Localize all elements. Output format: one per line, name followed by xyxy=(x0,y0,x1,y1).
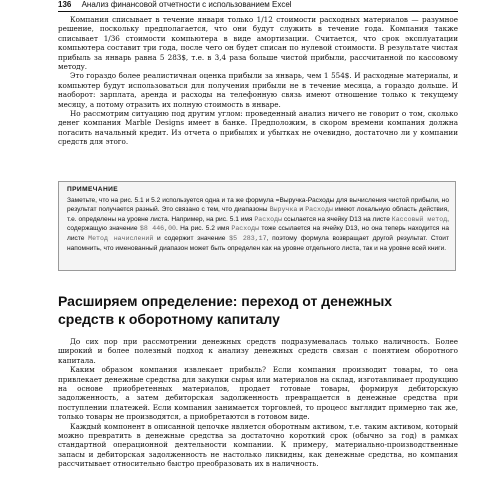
note-text: тоже ссылается на ячейку D13, но она теперь находится на листе xyxy=(67,225,449,242)
note-code: Кассовый метод xyxy=(391,215,448,223)
note-code: Расходы xyxy=(231,225,260,233)
bottom-text-block xyxy=(58,337,458,469)
note-text: , содержащую значение xyxy=(67,215,449,233)
note-code: Выручка xyxy=(269,206,298,214)
paragraph: Но рассмотрим ситуацию под другим углом: проведенный анализ ничего не говорит о том, сколько денег компания Marble Designs имеет в банке. Предположим, в скором времени компания должна погасить начальный кредит. Из отчета о прибылях и убытках не очевидно, достаточно ли у компании средств для этого. xyxy=(58,109,458,147)
note-title: ПРИМЕЧАНИЕ xyxy=(67,186,119,193)
note-code: Расходы xyxy=(305,206,333,214)
note-code: Метод начислений xyxy=(88,234,154,242)
paragraph: Каждый компонент в описанной цепочке является оборотным активом, т.е. таким активом, который можно превратить в денежные средства за достаточно короткий срок (обычно за год) в рамках стандартной операционной деятельности компании. К примеру, материально-производственные запасы и дебиторская задолженность не настолько ликвидны, как денежные средства, но компания рассчитывает относительно быстро преобразовать их в наличность. xyxy=(58,421,458,469)
note-text: ссылается на ячейку D13 на листе xyxy=(282,215,392,223)
note-text: и xyxy=(297,206,306,214)
section-heading-line: средств к оборотному капиталу xyxy=(58,311,280,327)
top-text-block xyxy=(58,15,458,147)
note-text: . На рис. 5.2 имя xyxy=(175,225,232,233)
page-number: 136 xyxy=(58,0,72,9)
note-body xyxy=(67,196,449,254)
paragraph: Это гораздо более реалистичная оценка прибыли за январь, чем 1 554$. И расходные материалы, и компьютер будут использоваться для получения прибыли не в течение месяца, а гораздо дольше. И наоборот: зарплата, аренда и расходы на телефонную связь имеют отношение только к текущему месяцу, а потому отразить их полную стоимость в январе. xyxy=(58,71,458,109)
paragraph: Каким образом компания извлекает прибыль? Если компания производит товары, то она привлекает денежные средства для закупки сырья или материалов на склад, изготавливает продукцию на основе приобретенных материалов, продает готовые товары, формируя дебиторскую задолженность, а затем дебиторская задолженность превращается в денежные средства при поступлении платежей. Если компания занимается торговлей, то процесс выглядит примерно так же, только товары не производятся, а приобретаются в готовом виде. xyxy=(58,365,458,422)
note-box xyxy=(58,181,456,271)
section-heading xyxy=(58,292,458,328)
note-code: $8 446,00 xyxy=(139,225,176,233)
note-code: Расходы xyxy=(254,215,283,223)
note-text: Заметьте, что на рис. 5.1 и 5.2 используется одна и та же формула =Выручка-Расходы для вычисления чистой прибыли, но результат получается разный. Это связано с тем, что диапазоны xyxy=(67,196,449,214)
note-text: имеют локальную область действия, т.е. определены на уровне листа. Например, на рис. 5.1 имя xyxy=(67,206,449,223)
section-heading-line: Расширяем определение: переход от денежных xyxy=(58,293,393,309)
note-code: $5 283,17 xyxy=(229,234,267,242)
paragraph: До сих пор при рассмотрении денежных средств подразумевалась только наличность. Более широкий и более полезный подход к анализу денежных средств связан с понятием оборотного капитала. xyxy=(58,337,458,365)
running-title: Анализ финансовой отчетности с использованием Excel xyxy=(81,0,292,9)
paragraph: Компания списывает в течение января только 1/12 стоимости расходных материалов — разумное решение, поскольку предполагается, что они будут служить в течение года. Компания также списывает 1/36 стоимости компьютера в виде амортизации. Считается, что срок эксплуатации компьютера составит три года, после чего он будет списан по нулевой стоимости. В результате чистая прибыль за январь равна 5 283$, т.е. в 3,4 раза больше чистой прибыли, рассчитанной по кассовому методу. xyxy=(58,15,458,72)
note-text: , поэтому формула возвращает другой результат. Стоит напомнить, что именованный диапазон может быть определен как на уровне отдельного листа, так и на уровне всей книги. xyxy=(67,234,450,252)
note-text: и содержит значение xyxy=(153,234,230,242)
running-header xyxy=(58,0,458,12)
